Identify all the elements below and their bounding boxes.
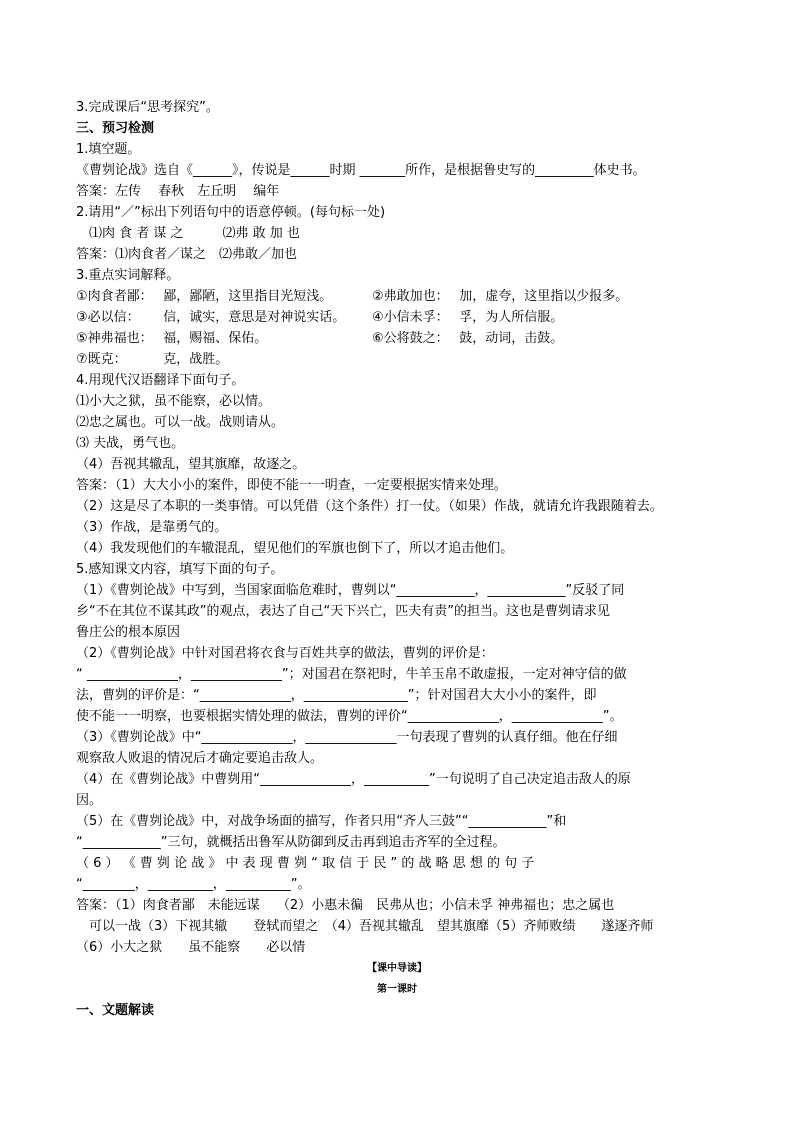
- vocab-row: [76, 307, 720, 328]
- text-line: 5.感知课文内容，填写下面的句子。: [76, 562, 284, 577]
- answer-line: 答案：⑴肉食者／谋之 ⑵弗敢／加也: [76, 247, 298, 262]
- text-line: ⑴肉 食 者 谋 之 ⑵弗 敢 加 也: [76, 226, 300, 241]
- vocab-item: ③必以信： 信，诚实，意思是对神说实话。: [76, 310, 346, 325]
- vocab-item: ①肉食者鄙： 鄙，鄙陋，这里指目光短浅。: [76, 289, 333, 304]
- fill-blank-question: 《曹刿论战》选自《______》，传说是______时期 _______所作，是根据鲁史写的_________体史书。: [76, 163, 646, 178]
- vocab-item: ⑦既克： 克，战胜。: [76, 352, 229, 367]
- text-line: 法，曹刿的评价是：“______________，________________”；针对国君大大小小的案件，即: [76, 688, 597, 703]
- text-line: （4）在《曹刿论战》中曹刿用“______________，__________”一句说明了自己决定追击敌人的原: [76, 772, 631, 787]
- answer-line: （6）小大之狱 虽不能察 必以情: [76, 940, 306, 955]
- vocab-row: [76, 349, 720, 370]
- text-line: 乡“不在其位不谋其政”的观点，表达了自己“天下兴亡，匹夫有责”的担当。这也是曹刿请求见: [76, 604, 610, 619]
- text-line: 鲁庄公的根本原因: [76, 625, 181, 640]
- text-line: （4）我发现他们的车辙混乱，望见他们的军旗也倒下了，所以才追击他们。: [76, 541, 514, 556]
- text-line: （3）《曹刿论战》中“______________，______________一句表现了曹刿的认真仔细。他在仔细: [76, 730, 618, 745]
- text-line: “ ______________，______________”；对国君在祭祀时，牛羊玉帛不敢虚报，一定对神守信的做: [76, 667, 627, 682]
- vocab-item: ⑥公将鼓之： 鼓，动词，击鼓。: [372, 331, 564, 346]
- text-line: 因。: [76, 793, 103, 808]
- answer-line: 答案：（1）肉食者鄙 未能远谋 （2）小惠未徧 民弗从也；小信未孚 神弗福也；忠之属也: [76, 898, 615, 913]
- text-line: （2）《曹刿论战》中针对国君将衣食与百姓共享的做法，曹刿的评价是：: [76, 646, 494, 661]
- text-line: 使不能一一明察，也要根据实情处理的做法，曹刿的评价“______________，______________”。: [76, 709, 623, 724]
- text-line: “________，__________，__________”。: [76, 877, 311, 892]
- lesson-title: 第一课时: [377, 984, 417, 995]
- text-line: “____________”三句，就概括出鲁军从防御到反击再到追击齐军的全过程。: [76, 835, 506, 850]
- text-line: （4）吾视其辙乱，望其旗靡，故逐之。: [76, 457, 306, 472]
- text-line: ⑴小大之狱，虽不能察，必以情。: [76, 394, 272, 409]
- answer-line: 答案：（1）大大小小的案件，即使不能一一明查，一定要根据实情来处理。: [76, 478, 507, 493]
- text-line: ⑶ 夫战，勇气也。: [76, 436, 185, 451]
- vocab-item: ⑤神弗福也： 福，赐福、保佑。: [76, 331, 268, 346]
- text-line: 2.请用“／”标出下列语句中的语意停顿。(每句标一处): [76, 205, 386, 220]
- answer-line: 答案：左传 春秋 左丘明 编年: [76, 184, 280, 199]
- text-line: ⑵忠之属也。可以一战。战则请从。: [76, 415, 285, 430]
- text-line: （3）作战，是靠勇气的。: [76, 520, 228, 535]
- vocab-row: [76, 286, 720, 307]
- text-line: （ 6 ） 《 曹 刿 论 战 》 中 表 现 曹 刿 “ 取 信 于 民 ” 的 战 略 思 想 的 句 子: [76, 856, 535, 871]
- answer-line: 可以一战（3）下视其辙 登轼而望之 （4）吾视其辙乱 望其旗靡（5）齐师败绩 遂逐齐师: [76, 919, 654, 934]
- vocab-item: ②弗敢加也： 加，虚夸，这里指以少报多。: [372, 289, 629, 304]
- text-line: 观察敌人败退的情况后才确定要追击敌人。: [76, 751, 324, 766]
- text-line: （5）在《曹刿论战》中，对战争场面的描写，作者只用“齐人三鼓”“____________”和: [76, 814, 567, 829]
- text-line: （1）《曹刿论战》中写到，当国家面临危难时，曹刿以“____________，____________”反驳了同: [76, 583, 625, 598]
- section-heading: 三、预习检测: [76, 121, 155, 136]
- section-title: 【课中导读】: [367, 963, 427, 974]
- vocab-item: ④小信未孚： 孚，为人所信服。: [372, 310, 564, 325]
- text-line: （2）这是尽了本职的一类事情。可以凭借（这个条件）打一仗。（如果）作战，就请允许我跟随着去。: [76, 499, 663, 514]
- text-line: 1.填空题。: [76, 142, 141, 157]
- section-heading: 一、文题解读: [76, 1003, 155, 1018]
- text-line: 3.完成课后“思考探究”。: [76, 100, 219, 115]
- vocab-row: [76, 328, 720, 349]
- text-line: 4.用现代汉语翻译下面句子。: [76, 373, 245, 388]
- text-line: 3.重点实词解释。: [76, 268, 180, 283]
